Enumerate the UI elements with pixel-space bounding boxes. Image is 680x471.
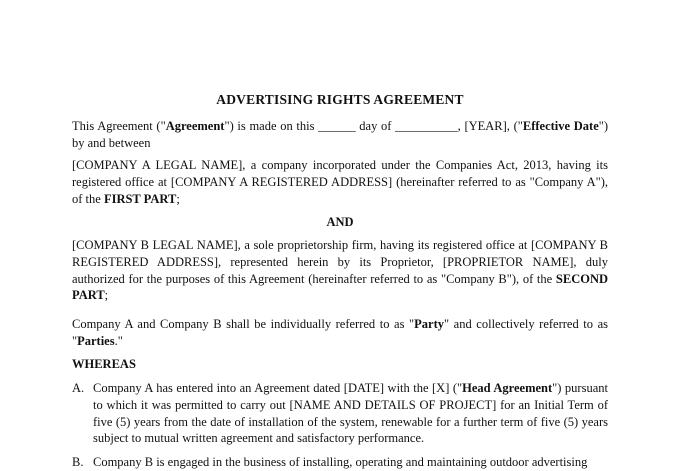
recital-a-text-1: Company A has entered into an Agreement dated [DATE] with the [X] (" (93, 381, 463, 395)
parties-paragraph (72, 316, 608, 350)
document-title: ADVERTISING RIGHTS AGREEMENT (216, 92, 464, 107)
intro-paragraph (72, 118, 608, 152)
intro-text-3: ") by and between (72, 119, 609, 150)
second-part-term: SECOND PART (72, 271, 608, 303)
parties-text-1: Company A and Company B shall be individually referred to as " (72, 317, 415, 331)
whereas-heading: WHEREAS (72, 357, 136, 371)
recital-a-text-2: ") pursuant to which it was permitted to carry out [NAME AND DETAILS OF PROJECT] for an Initial Term of five (5) years from the date of installation of the system, renewable for a further term of five (5) years subject to mutual written agreement and satisfactory performance. (93, 381, 608, 446)
parties-text-2: " and collectively referred to as " (72, 317, 608, 348)
first-part-term: FIRST PART (103, 191, 177, 206)
agreement-term: Agreement (165, 119, 225, 133)
recital-b-text-1: Company B is engaged in the business of installing, operating and maintaining outdoor advertising (93, 455, 588, 469)
head-agreement-term: Head Agreement (462, 381, 553, 395)
party-b-text-2: ; (104, 288, 109, 303)
intro-text-2: ") is made on this ______ day of __________, [YEAR], (" (224, 119, 523, 133)
party-a-text-1: [COMPANY A LEGAL NAME], a company incorporated under the Companies Act, 2013, having its registered office at [COMPANY A REGISTERED ADDRESS] (hereinafter referred to as "Company A"), of the (72, 158, 608, 206)
party-b-paragraph (72, 237, 608, 304)
intro-text-1: This Agreement (" (72, 119, 166, 133)
party-b-text-1: [COMPANY B LEGAL NAME], a sole proprietorship firm, having its registered office at [COMPANY B REGISTERED ADDRESS], represented herein by its Proprietor, [PROPRIETOR NAME], duly authorized for the purposes of this Agreement (hereinafter referred to as "Company B"), of the (72, 238, 608, 286)
parties-term: Parties (77, 333, 115, 348)
party-a-text-2: ; (176, 191, 180, 206)
party-term: Party (414, 317, 444, 331)
recital-a-text (93, 380, 608, 447)
recital-a-letter: A. (72, 381, 85, 395)
recital-b-text (93, 454, 608, 471)
and-heading: AND (326, 215, 354, 229)
parties-text-3: ." (114, 333, 123, 348)
effective-date-term: Effective Date (522, 119, 599, 133)
recital-b-letter: B. (72, 455, 84, 469)
party-a-paragraph (72, 157, 608, 207)
